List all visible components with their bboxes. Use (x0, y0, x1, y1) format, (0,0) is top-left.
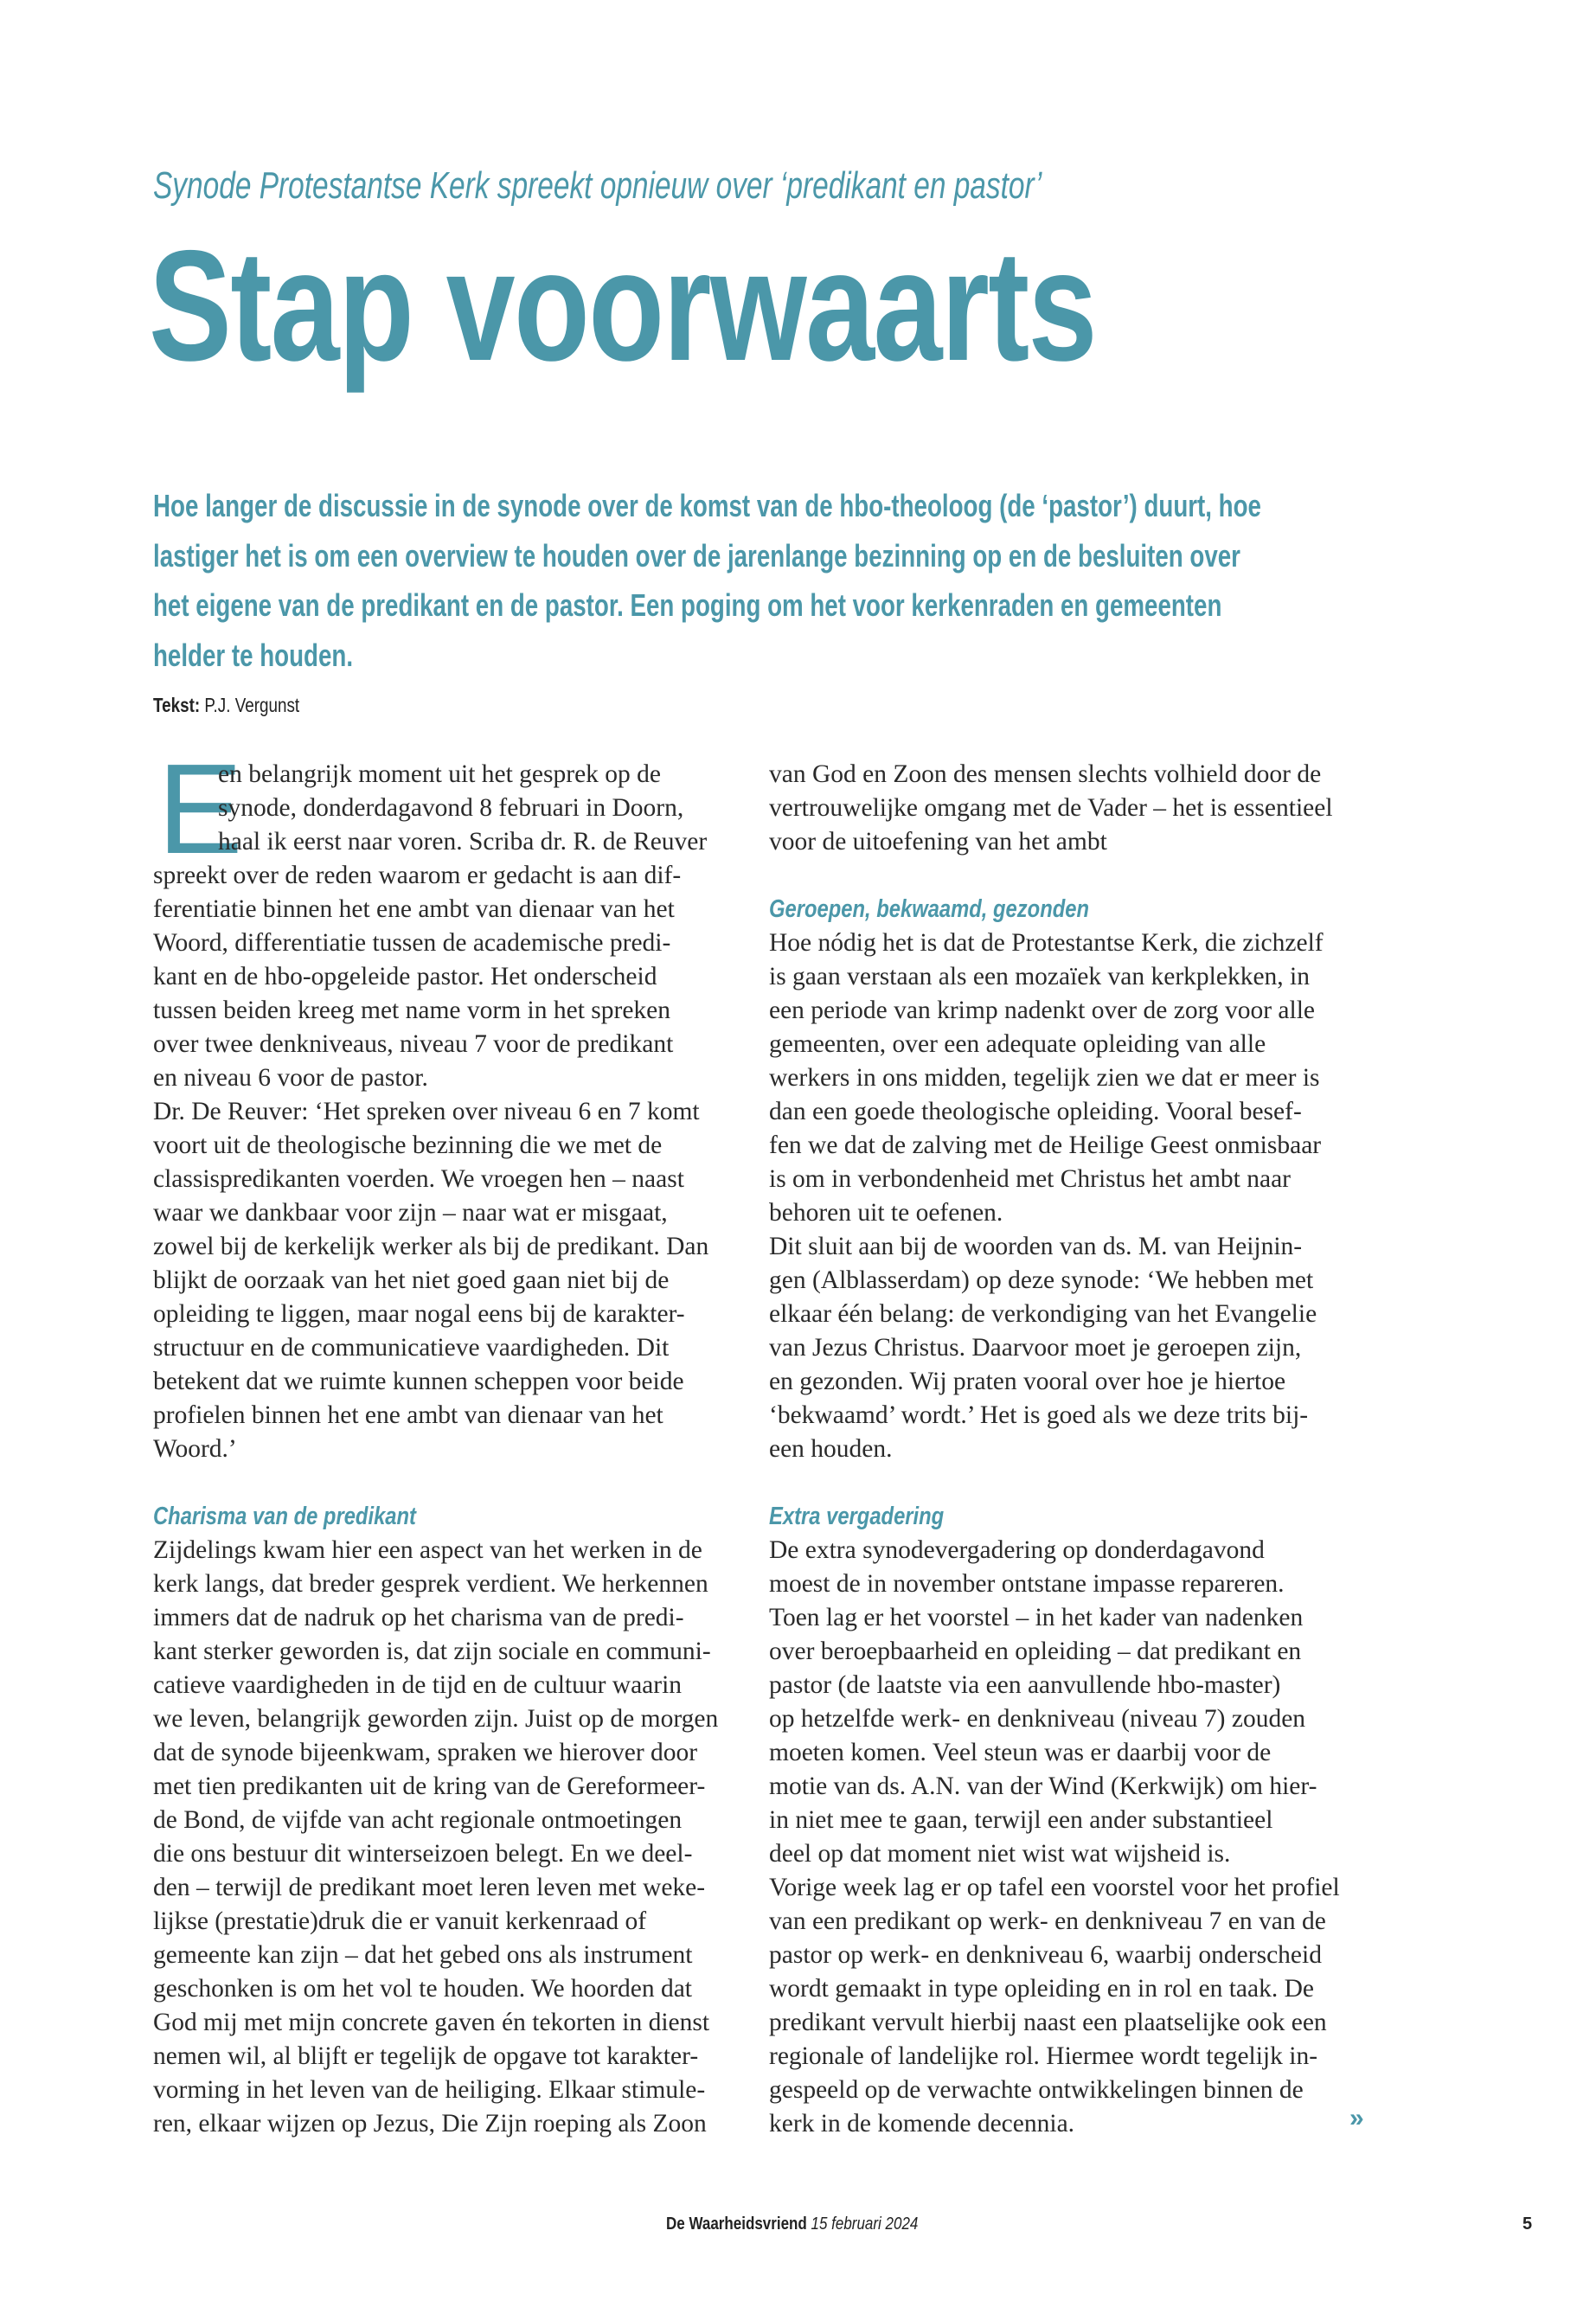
body-line (153, 1365, 741, 1399)
body-line (769, 825, 1357, 859)
body-line-text: met tien predikanten uit de kring van de Gereformeer- (153, 1772, 706, 1800)
body-line-text: moest de in november ontstane impasse repareren. (769, 1570, 1285, 1598)
body-line (769, 1871, 1357, 1905)
body-line (153, 2006, 741, 2040)
body-line-text: catieve vaardigheden in de tijd en de cultuur waarin (153, 1671, 683, 1699)
body-line-text: structuur en de communicatieve vaardigheden. Dit (153, 1334, 670, 1362)
body-line-text: op hetzelfde werk- en denkniveau (niveau 7) zouden (769, 1705, 1306, 1733)
body-line-text: Dit sluit aan bij de woorden van ds. M. van Heijnin- (769, 1233, 1303, 1260)
body-line (153, 859, 741, 893)
body-line (153, 994, 741, 1028)
lead-line (153, 531, 1593, 581)
body-line (153, 1196, 741, 1230)
spacer (769, 1466, 1357, 1500)
body-line-text: en gezonden. Wij praten vooral over hoe je hiertoe (769, 1368, 1286, 1395)
lead-line (153, 580, 1593, 631)
body-line (769, 1601, 1357, 1635)
body-line (769, 1163, 1357, 1196)
section-heading (153, 1500, 741, 1534)
continue-arrow-icon: » (1349, 2104, 1364, 2132)
body-line (769, 2073, 1357, 2107)
body-line-text: deel op dat moment niet wist wat wijsheid is. (769, 1840, 1231, 1868)
body-line (153, 1433, 741, 1466)
body-line-text: haal ik eerst naar voren. Scriba dr. R. de Reuver (218, 828, 708, 856)
article-title (149, 217, 1348, 394)
body-line (769, 1736, 1357, 1770)
body-line-text: van Jezus Christus. Daarvoor moet je geroepen zijn, (769, 1334, 1302, 1362)
body-line (769, 1298, 1357, 1331)
lead-line-text: helder te houden. (153, 637, 354, 673)
body-line (769, 1905, 1357, 1939)
body-line (153, 825, 741, 859)
body-column-left (153, 758, 741, 2141)
body-line (153, 1534, 741, 1567)
byline (153, 694, 331, 717)
body-line-text: God mij met mijn concrete gaven én tekorten in dienst (153, 2009, 710, 2036)
body-line-text: in niet mee te gaan, terwijl een ander substantieel (769, 1806, 1273, 1834)
body-line (153, 2073, 741, 2107)
body-line-text: die ons bestuur dit winterseizoen belegt. En we deel- (153, 1840, 693, 1868)
body-line (153, 1939, 741, 1972)
body-line-text: kerk langs, dat breder gesprek verdient. We herkennen (153, 1570, 708, 1598)
body-line-text: Vorige week lag er op tafel een voorstel voor het profiel (769, 1874, 1340, 1901)
body-line-text: over beroepbaarheid en opleiding – dat predikant en (769, 1638, 1302, 1665)
body-line (153, 1972, 741, 2006)
body-line-text: Woord, differentiatie tussen de academische predi- (153, 929, 671, 957)
body-line (153, 1399, 741, 1433)
body-line (153, 2040, 741, 2073)
body-line-text: De extra synodevergadering op donderdagavond (769, 1536, 1265, 1564)
publication-name: De Waarheidsvriend (666, 2214, 807, 2234)
body-line (769, 1129, 1357, 1163)
body-line-text: vorming in het leven van de heiliging. Elkaar stimule- (153, 2076, 706, 2104)
body-line-text: tussen beiden kreeg met name vorm in het spreken (153, 997, 671, 1024)
section-heading (769, 893, 1357, 926)
byline-label: Tekst: (153, 694, 201, 716)
page-number: 5 (1522, 2214, 1533, 2234)
body-line-text: regionale of landelijke rol. Hiermee wordt tegelijk in- (769, 2042, 1318, 2070)
body-line-text: predikant vervult hierbij naast een plaatselijke ook een (769, 2009, 1327, 2036)
body-line (769, 758, 1357, 792)
body-line-text: ferentiatie binnen het ene ambt van dienaar van het (153, 895, 675, 923)
body-line (153, 1061, 741, 1095)
body-line (769, 1635, 1357, 1669)
spacer (153, 1466, 741, 1500)
body-line-text: van een predikant op werk- en denkniveau 7 en van de (769, 1907, 1326, 1935)
body-line-text: ren, elkaar wijzen op Jezus, Die Zijn roeping als Zoon (153, 2110, 707, 2138)
body-line (769, 994, 1357, 1028)
body-line-text: spreekt over de reden waarom er gedacht is aan dif- (153, 862, 682, 889)
lead-line-text: Hoe langer de discussie in de synode over de komst van de hbo-theoloog (de ‘pastor’) duurt, hoe (153, 488, 1261, 523)
body-line (769, 1433, 1357, 1466)
body-line-text: kant en de hbo-opgeleide pastor. Het onderscheid (153, 963, 657, 990)
body-line-text: dat de synode bijeenkwam, spraken we hierover door (153, 1739, 698, 1766)
body-line-text: lijkse (prestatie)druk die er vanuit kerkenraad of (153, 1907, 647, 1935)
body-line (769, 1770, 1357, 1804)
body-line-text: betekent dat we ruimte kunnen scheppen voor beide (153, 1368, 684, 1395)
body-line (769, 1534, 1357, 1567)
body-line (153, 2107, 741, 2141)
body-line (769, 1264, 1357, 1298)
body-line (153, 792, 741, 825)
body-line-text: behoren uit te oefenen. (769, 1199, 1003, 1227)
body-line-text: Dr. De Reuver: ‘Het spreken over niveau 6 en 7 komt (153, 1098, 700, 1125)
spacer (769, 859, 1357, 893)
body-line (153, 1129, 741, 1163)
body-line (769, 960, 1357, 994)
section-heading-text: Geroepen, bekwaamd, gezonden (769, 895, 1089, 923)
lead-line-text: lastiger het is om een overview te houden over de jarenlange bezinning op en de besluiten over (153, 537, 1240, 574)
body-line-text: gemeenten, over een adequate opleiding van alle (769, 1030, 1266, 1058)
body-line-text: dan een goede theologische opleiding. Vooral besef- (769, 1098, 1302, 1125)
body-line (153, 893, 741, 926)
body-line-text: synode, donderdagavond 8 februari in Doorn, (218, 794, 684, 822)
body-line-text: over twee denkniveaus, niveau 7 voor de predikant (153, 1030, 674, 1058)
body-line (153, 1298, 741, 1331)
body-line-text: geschonken is om het vol te houden. We hoorden dat (153, 1975, 693, 2003)
section-heading (769, 1500, 1357, 1534)
title-text: Stap voorwaarts (149, 217, 1096, 394)
body-line (769, 926, 1357, 960)
body-line-text: werkers in ons midden, tegelijk zien we dat er meer is (769, 1064, 1320, 1092)
body-line-text: immers dat de nadruk op het charisma van de predi- (153, 1604, 684, 1631)
body-line-text: en belangrijk moment uit het gesprek op de (218, 760, 662, 788)
body-line (769, 1939, 1357, 1972)
body-line-text: Hoe nódig het is dat de Protestantse Kerk, die zichzelf (769, 929, 1324, 957)
body-line (153, 1905, 741, 1939)
body-line (153, 1163, 741, 1196)
page-footer (666, 2214, 963, 2234)
body-line-text: is om in verbondenheid met Christus het ambt naar (769, 1165, 1291, 1193)
body-line (769, 1972, 1357, 2006)
body-line (769, 2006, 1357, 2040)
body-line-text: den – terwijl de predikant moet leren leven met weke- (153, 1874, 706, 1901)
body-line (769, 1061, 1357, 1095)
body-line-text: motie van ds. A.N. van der Wind (Kerkwijk) om hier- (769, 1772, 1317, 1800)
body-line (153, 1770, 741, 1804)
body-line-text: blijkt de oorzaak van het niet goed gaan niet bij de (153, 1266, 670, 1294)
body-line-text: waar we dankbaar voor zijn – naar wat er misgaat, (153, 1199, 668, 1227)
body-line (153, 1331, 741, 1365)
body-line-text: wordt gemaakt in type opleiding en in rol en taak. De (769, 1975, 1314, 2003)
body-line (769, 1399, 1357, 1433)
body-line (153, 1095, 741, 1129)
lead-line (153, 631, 1593, 681)
body-line-text: Toen lag er het voorstel – in het kader van nadenken (769, 1604, 1304, 1631)
body-line-text: voor de uitoefening van het ambt (769, 828, 1107, 856)
body-line-text: kerk in de komende decennia. (769, 2110, 1075, 2138)
body-line (769, 792, 1357, 825)
drop-cap: E (157, 738, 243, 881)
body-line (153, 1567, 741, 1601)
kicker-text: Synode Protestantse Kerk spreekt opnieuw over ‘predikant en pastor’ (153, 164, 1042, 207)
body-line-text: zowel bij de kerkelijk werker als bij de predikant. Dan (153, 1233, 709, 1260)
body-line (769, 1804, 1357, 1837)
lead-line (153, 481, 1593, 531)
body-line (153, 960, 741, 994)
body-line (153, 1837, 741, 1871)
body-line-text: gemeente kan zijn – dat het gebed ons als instrument (153, 1941, 693, 1969)
body-line (769, 1669, 1357, 1702)
body-line-text: de Bond, de vijfde van acht regionale ontmoetingen (153, 1806, 683, 1834)
body-line-text: gespeeld op de verwachte ontwikkelingen binnen de (769, 2076, 1304, 2104)
body-line (769, 1567, 1357, 1601)
body-line-text: opleiding te liggen, maar nogal eens bij de karakter- (153, 1300, 685, 1328)
body-line-text: Woord.’ (153, 1435, 237, 1463)
body-line (153, 1804, 741, 1837)
body-line-text: pastor op werk- en denkniveau 6, waarbij onderscheid (769, 1941, 1322, 1969)
body-line-text: profielen binnen het ene ambt van dienaar van het (153, 1401, 663, 1429)
body-line-text: moeten komen. Veel steun was er daarbij voor de (769, 1739, 1272, 1766)
body-line (769, 1095, 1357, 1129)
body-line (769, 1028, 1357, 1061)
body-line (769, 1365, 1357, 1399)
body-line (153, 1264, 741, 1298)
body-line-text: voort uit de theologische bezinning die we met de (153, 1131, 663, 1159)
body-line (153, 1702, 741, 1736)
body-line (153, 758, 741, 792)
body-line (769, 1196, 1357, 1230)
body-line-text: we leven, belangrijk geworden zijn. Juist op de morgen (153, 1705, 719, 1733)
body-line (153, 1871, 741, 1905)
body-line-text: ‘bekwaamd’ wordt.’ Het is goed als we deze trits bij- (769, 1401, 1309, 1429)
body-line (153, 1669, 741, 1702)
body-line (153, 1635, 741, 1669)
body-line (769, 1230, 1357, 1264)
body-line (769, 2107, 1357, 2141)
body-line (769, 1837, 1357, 1871)
body-line-text: en niveau 6 voor de pastor. (153, 1064, 428, 1092)
body-line-text: van God en Zoon des mensen slechts volhield door de (769, 760, 1322, 788)
body-line-text: elkaar één belang: de verkondiging van het Evangelie (769, 1300, 1317, 1328)
body-line-text: kant sterker geworden is, dat zijn sociale en communi- (153, 1638, 711, 1665)
section-heading-text: Charisma van de predikant (153, 1503, 416, 1530)
article-kicker (153, 164, 1323, 208)
body-line-text: fen we dat de zalving met de Heilige Geest onmisbaar (769, 1131, 1322, 1159)
body-line (153, 1230, 741, 1264)
body-line-text: pastor (de laatste via een aanvullende hbo-master) (769, 1671, 1281, 1699)
body-line-text: classispredikanten voerden. We vroegen hen – naast (153, 1165, 684, 1193)
body-line (153, 926, 741, 960)
body-line-text: een periode van krimp nadenkt over de zorg voor alle (769, 997, 1316, 1024)
body-line-text: een houden. (769, 1435, 893, 1463)
body-line (769, 1331, 1357, 1365)
article-lead (153, 481, 1593, 680)
section-heading-text: Extra vergadering (769, 1503, 945, 1530)
body-line-text: gen (Alblasserdam) op deze synode: ‘We hebben met (769, 1266, 1314, 1294)
body-line-text: is gaan verstaan als een mozaïek van kerkplekken, in (769, 963, 1310, 990)
body-line-text: Zijdelings kwam hier een aspect van het werken in de (153, 1536, 702, 1564)
body-line-text: nemen wil, al blijft er tegelijk de opgave tot karakter- (153, 2042, 699, 2070)
issue-date: 15 februari 2024 (811, 2214, 919, 2234)
body-line-text: vertrouwelijke omgang met de Vader – het is essentieel (769, 794, 1333, 822)
byline-author: P.J. Vergunst (204, 694, 300, 716)
body-column-right (769, 758, 1357, 2141)
body-line (153, 1736, 741, 1770)
body-line (153, 1601, 741, 1635)
lead-line-text: het eigene van de predikant en de pastor. Een poging om het voor kerkenraden en gemeenten (153, 587, 1222, 623)
body-line (769, 1702, 1357, 1736)
body-line (769, 2040, 1357, 2073)
body-line (153, 1028, 741, 1061)
